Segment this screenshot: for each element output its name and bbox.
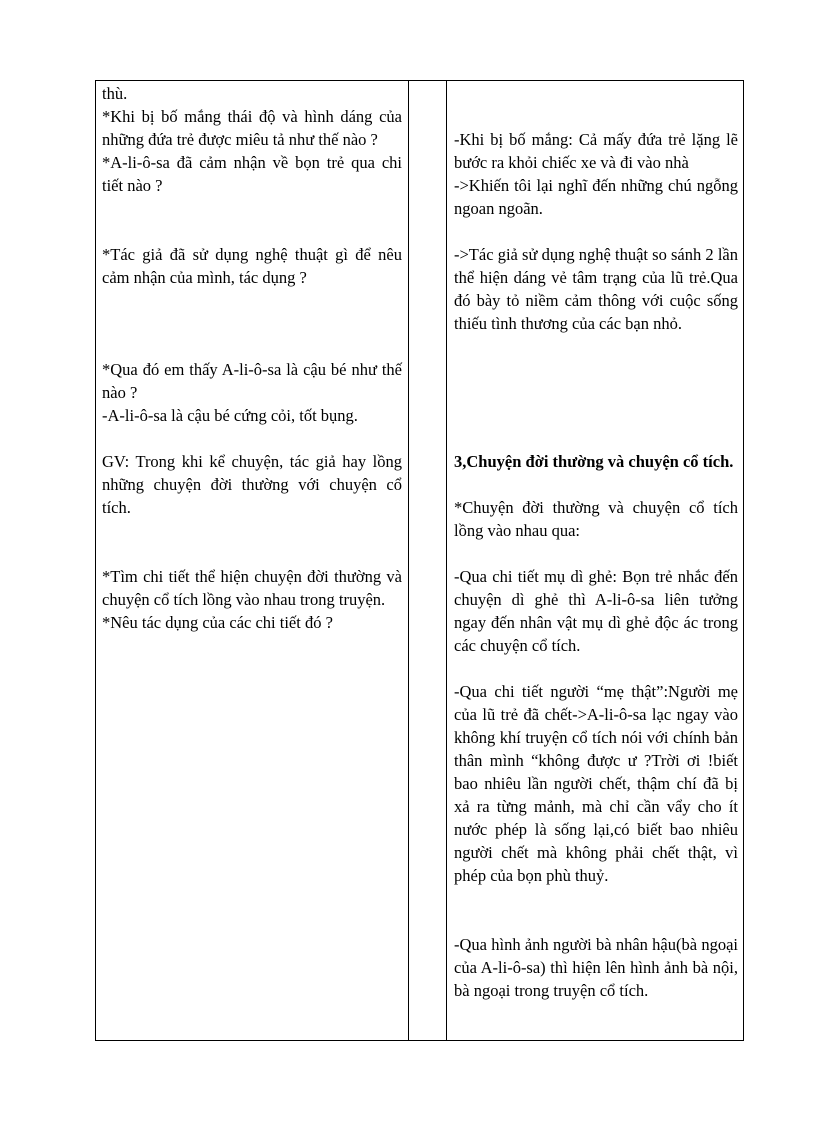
left-paragraph-1: thù. *Khi bị bố mắng thái độ và hình dáng của những đứa trẻ được miêu tả như thế nào ? *A-li-ô-sa đã cảm nhận về bọn trẻ qua chi tiết nào ? <box>102 84 402 195</box>
right-paragraph-2: ->Tác giả sử dụng nghệ thuật so sánh 2 lần thể hiện dáng vẻ tâm trạng của lũ trẻ.Qua đó bày tỏ niềm cảm thông với cuộc sống thiếu tình thương của các bạn nhỏ. <box>454 245 738 333</box>
column-divider <box>408 81 409 1040</box>
left-paragraph-4: GV: Trong khi kể chuyện, tác giả hay lồng những chuyện đời thường với chuyện cổ tích. <box>102 452 402 517</box>
left-column <box>102 81 402 1040</box>
right-column <box>454 81 738 1040</box>
section-heading: 3,Chuyện đời thường và chuyện cổ tích. <box>454 452 734 471</box>
column-divider <box>446 81 447 1040</box>
content-table <box>95 80 744 1041</box>
right-paragraph-1: -Khi bị bố mắng: Cả mấy đứa trẻ lặng lẽ bước ra khỏi chiếc xe và đi vào nhà ->Khiến tôi lại nghĩ đến những chú ngỗng ngoan ngoãn. <box>454 130 738 218</box>
right-paragraph-3: *Chuyện đời thường và chuyện cổ tích lồng vào nhau qua: <box>454 498 738 540</box>
left-paragraph-5: *Tìm chi tiết thể hiện chuyện đời thường và chuyện cổ tích lồng vào nhau trong truyện. *Nêu tác dụng của các chi tiết đó ? <box>102 567 402 632</box>
right-paragraph-6: -Qua hình ảnh người bà nhân hậu(bà ngoại của A-li-ô-sa) thì hiện lên hình ảnh bà nội, bà ngoại trong truyện cổ tích. <box>454 935 738 1000</box>
right-paragraph-4: -Qua chi tiết mụ dì ghẻ: Bọn trẻ nhắc đến chuyện dì ghẻ thì A-li-ô-sa liên tưởng ngay đến nhân vật mụ dì ghẻ độc ác trong các chuyện cổ tích. <box>454 567 738 655</box>
right-paragraph-5: -Qua chi tiết người “mẹ thật”:Người mẹ của lũ trẻ đã chết->A-li-ô-sa lạc ngay vào không khí truyện cổ tích nói với chính bản thân mình “không được ư ?Trời ơi !biết bao nhiêu lần người chết, thậm chí đã bị xả ra từng mảnh, mà chỉ cần vẩy cho ít nước phép là sống lại,có biết bao nhiêu người chết mà không phải chết thật, vì phép của bọn phù thuỷ. <box>454 682 738 885</box>
left-paragraph-3: *Qua đó em thấy A-li-ô-sa là cậu bé như thế nào ? -A-li-ô-sa là cậu bé cứng cỏi, tốt bụng. <box>102 360 402 425</box>
left-paragraph-2: *Tác giả đã sử dụng nghệ thuật gì để nêu cảm nhận của mình, tác dụng ? <box>102 245 402 287</box>
